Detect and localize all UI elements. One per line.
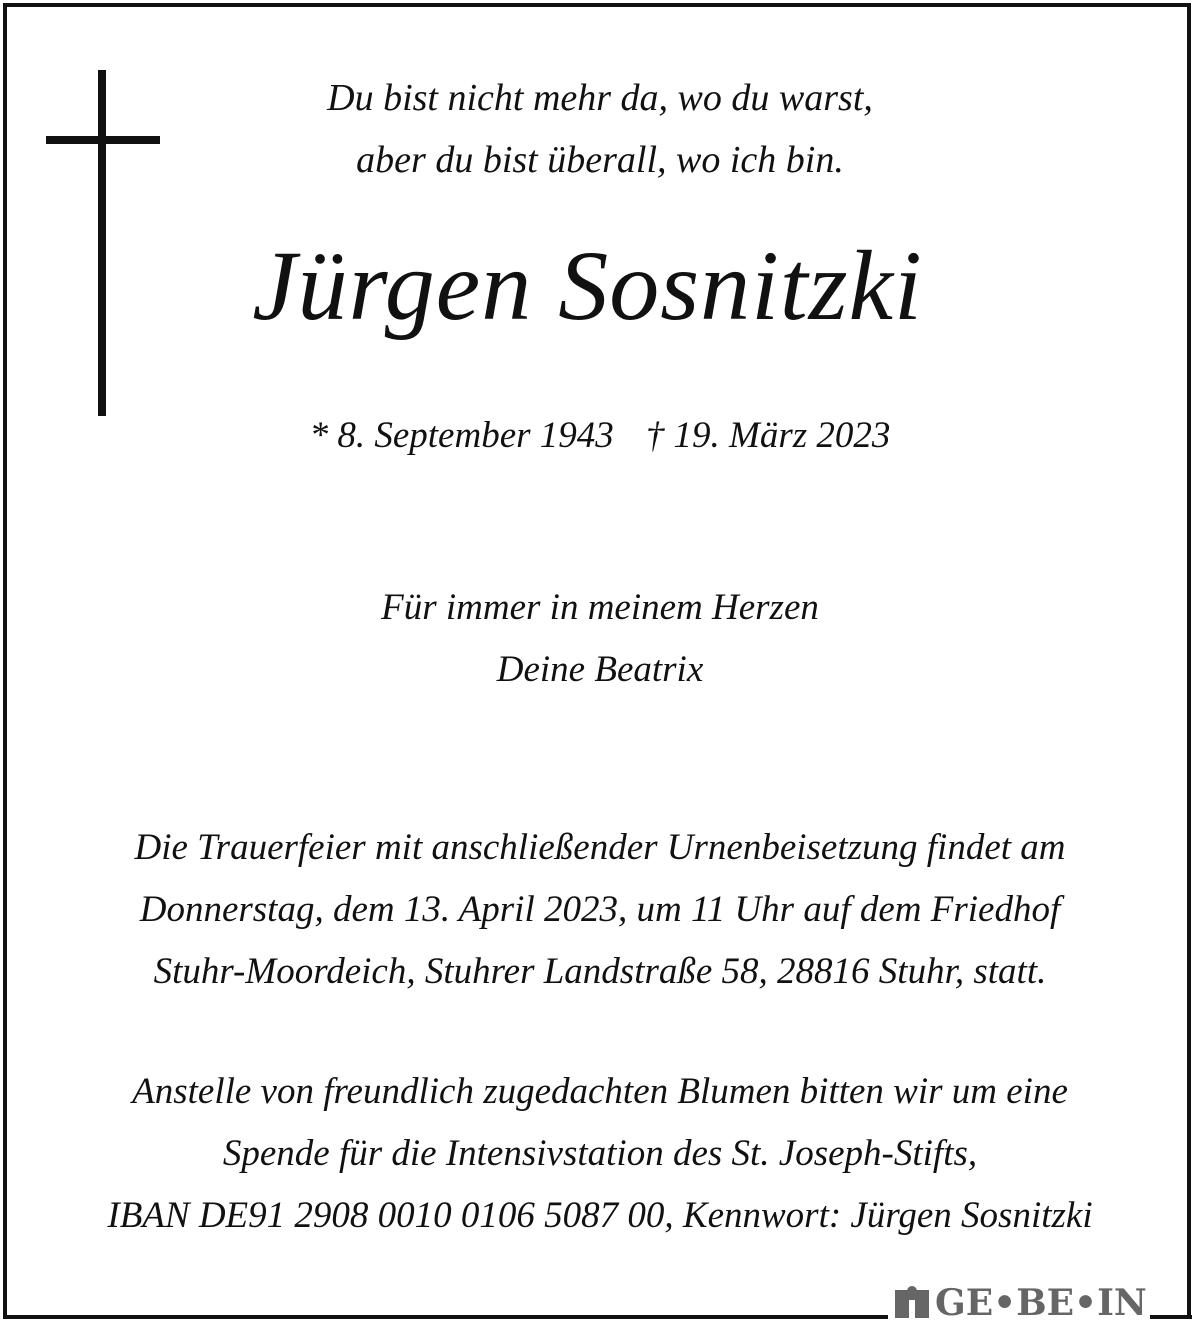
death-date: † 19. März 2023 <box>645 415 891 456</box>
verse-line-1: Du bist nicht mehr da, wo du warst, <box>327 77 873 119</box>
farewell-line-1: Für immer in meinem Herzen <box>381 587 819 628</box>
ceremony-line-2: Donnerstag, dem 13. April 2023, um 11 Uhr auf dem Friedhof <box>139 889 1061 930</box>
ceremony-line-3: Stuhr-Moordeich, Stuhrer Landstraße 58, 28816 Stuhr, statt. <box>153 951 1047 992</box>
ceremony-line-1: Die Trauerfeier mit anschließender Urnenbeisetzung findet am <box>134 827 1066 868</box>
bottom-rule-right <box>1148 1315 1192 1319</box>
farewell-signature: Deine Beatrix <box>496 649 704 690</box>
donation-line-1: Anstelle von freundlich zugedachten Blumen bitten wir um eine <box>132 1071 1068 1112</box>
verse-line-2: aber du bist überall, wo ich bin. <box>356 139 844 181</box>
gebein-logo-icon <box>895 1286 929 1320</box>
birth-date: * 8. September 1943 <box>309 415 614 456</box>
donation-line-3: IBAN DE91 2908 0010 0106 5087 00, Kennwort: Jürgen Sosnitzki <box>107 1195 1093 1236</box>
bottom-rule-left <box>3 1315 888 1319</box>
life-dates <box>0 414 1200 457</box>
donation-line-2: Spende für die Intensivstation des St. Joseph-Stifts, <box>222 1133 978 1174</box>
deceased-name: Jürgen Sosnitzki <box>252 230 923 341</box>
logo-text: GE•BE•IN <box>935 1282 1147 1324</box>
gebein-logo <box>895 1283 1150 1323</box>
